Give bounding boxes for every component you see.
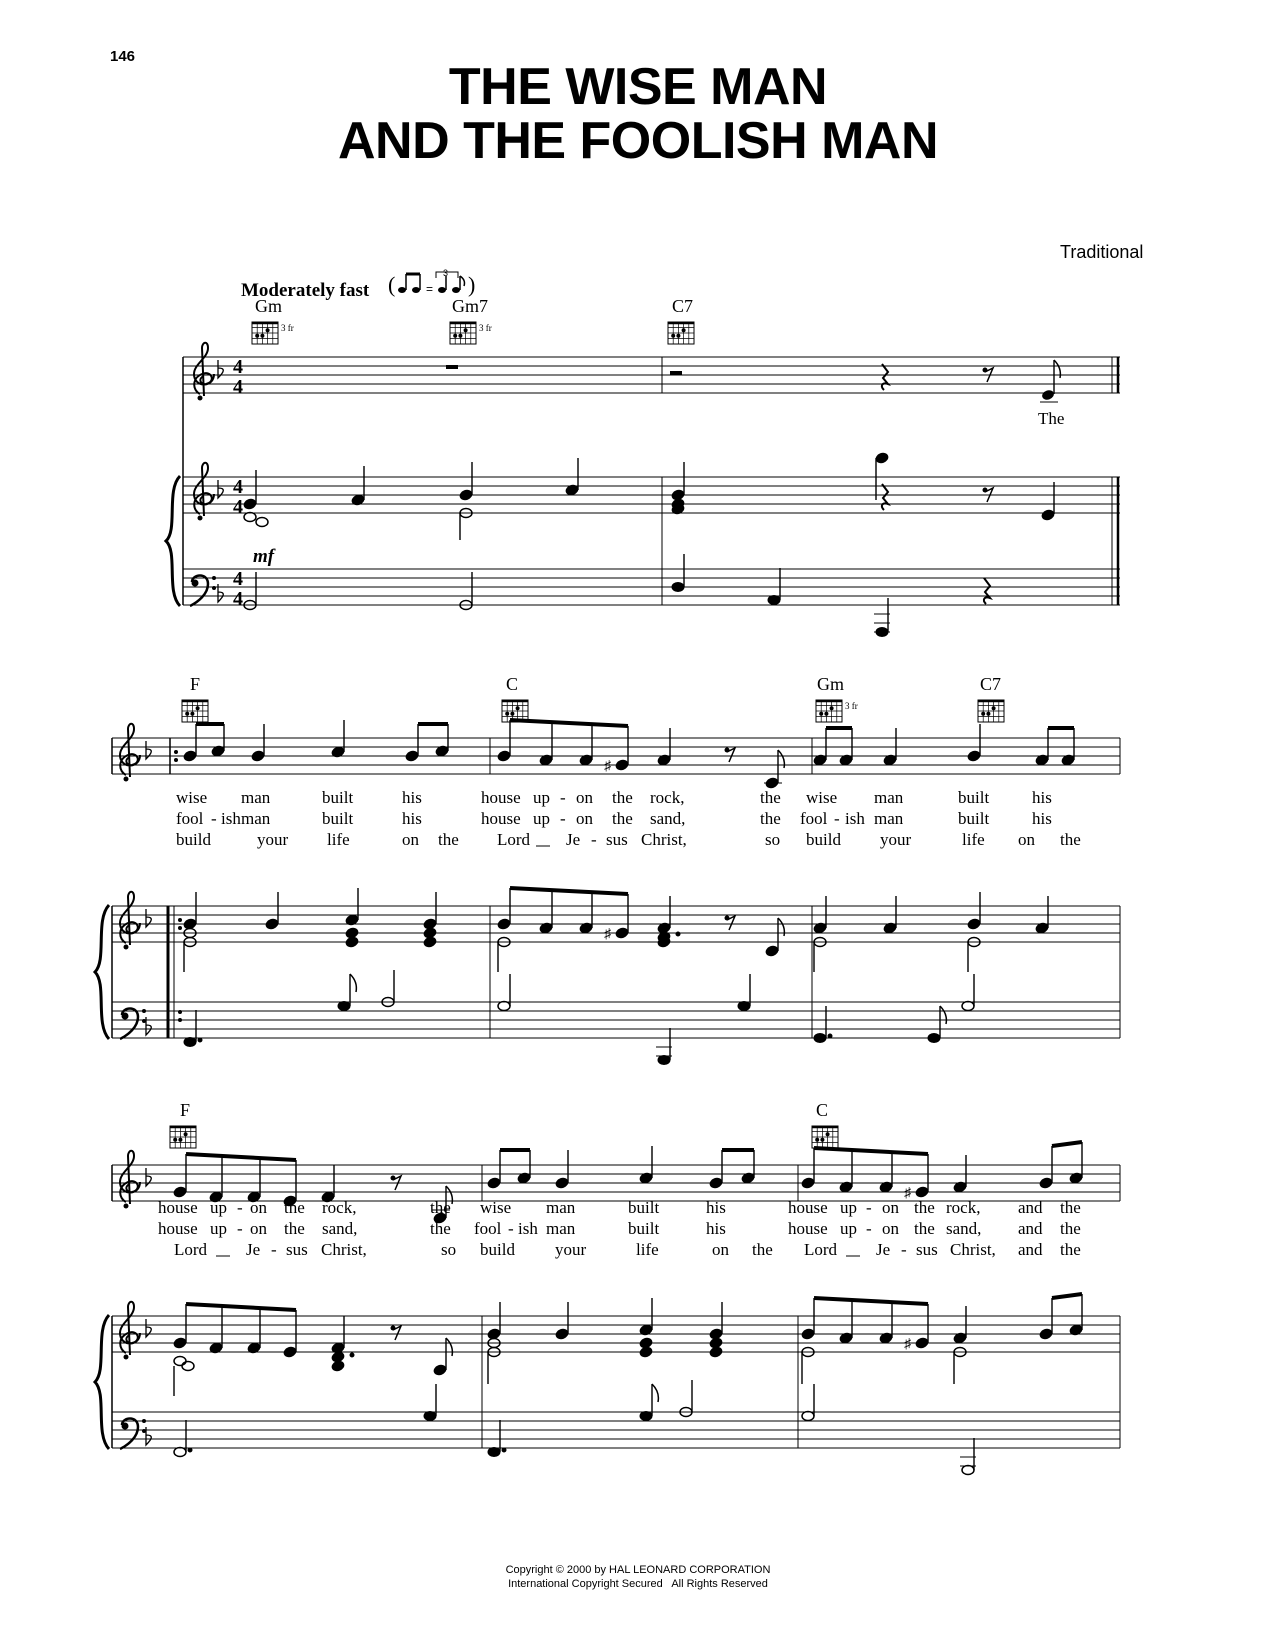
piano-brace (95, 905, 109, 1039)
chord-symbol: C (506, 674, 519, 694)
lyric-word: the (284, 1219, 305, 1238)
system-1 (166, 296, 1120, 637)
fret-label: 3 fr (281, 323, 294, 333)
lyric-word: your (257, 830, 289, 849)
svg-text:♯: ♯ (604, 927, 611, 942)
lyric-word: Lord (804, 1240, 838, 1259)
lyric-word: house (481, 809, 521, 828)
lyric-word: built (322, 809, 354, 828)
lyrics-verse-1 (176, 788, 1052, 807)
lyric-word: rock, (650, 788, 685, 807)
chord-diagram-f (182, 674, 208, 722)
svg-text:♯: ♯ (904, 1186, 911, 1201)
lyric-word: sus (286, 1240, 308, 1259)
lyric-word: The (1038, 409, 1065, 428)
lyric-word: his (1032, 809, 1052, 828)
piano-bass-staff (112, 1412, 1120, 1448)
system-3 (95, 1100, 1120, 1475)
lyric-word: your (555, 1240, 587, 1259)
lyric-word: the (430, 1198, 451, 1217)
lyric-word: rock, (946, 1198, 981, 1217)
chord-symbol: Gm7 (452, 296, 488, 316)
lyrics-verse-2 (158, 1219, 1081, 1238)
lyric-word: life (636, 1240, 659, 1259)
lyric-word: your (880, 830, 912, 849)
lyric-word: - (508, 1219, 514, 1238)
lyric-word: man (546, 1198, 576, 1217)
lyric-word: - (591, 830, 597, 849)
system-2 (95, 674, 1120, 1065)
song-title-line-2: AND THE FOOLISH MAN (337, 112, 939, 170)
chord-symbol: F (180, 1100, 191, 1120)
chord-symbol: C (816, 1100, 829, 1120)
lyric-word: and (1018, 1219, 1043, 1238)
lyric-word: on (882, 1198, 899, 1217)
copyright-notice (0, 1563, 1276, 1591)
lyric-word: the (1060, 1240, 1081, 1259)
lyric-word: fool (800, 809, 828, 828)
piano-treble-staff (183, 477, 1120, 605)
lyric-word: build (806, 830, 841, 849)
lyric-word: - (237, 1219, 243, 1238)
page-number: 146 (110, 48, 136, 65)
lyric-word: sus (916, 1240, 938, 1259)
song-title-line-1: THE WISE MAN (448, 58, 828, 116)
lyric-word: his (706, 1198, 726, 1217)
lyric-word: the (430, 1219, 451, 1238)
fret-label: 3 fr (479, 323, 492, 333)
lyric-word: so (765, 830, 781, 849)
lyric-word: built (958, 788, 990, 807)
piano-brace (95, 1315, 109, 1449)
lyric-word: and (1018, 1198, 1043, 1217)
piano-treble-staff (112, 1316, 1120, 1448)
lyric-word: built (958, 809, 990, 828)
lyric-word: Christ, (950, 1240, 996, 1259)
lyric-word: - (560, 809, 566, 828)
lyric-word: the (760, 788, 781, 807)
lyric-word: up (840, 1198, 857, 1217)
lyric-word: on (402, 830, 419, 849)
lyric-word: Christ, (641, 830, 687, 849)
lyric-word: on (576, 809, 593, 828)
lyric-word: up (533, 788, 550, 807)
lyric-word: Christ, (321, 1240, 367, 1259)
copyright-line: Copyright © 2000 by HAL LEONARD CORPORATION (505, 1564, 771, 1576)
lyric-word: house (481, 788, 521, 807)
lyric-word: sus (606, 830, 628, 849)
chord-diagram-c (812, 1100, 838, 1148)
lyric-word: fool (176, 809, 204, 828)
lyric-word: his (706, 1219, 726, 1238)
lyric-word: ish (221, 809, 241, 828)
chord-diagram-gm (816, 674, 858, 722)
svg-text:♯: ♯ (604, 759, 611, 774)
fret-label: 3 fr (845, 701, 858, 711)
chord-diagram-gm (252, 296, 294, 344)
lyric-word: on (882, 1219, 899, 1238)
lyric-word: the (1060, 1219, 1081, 1238)
lyrics-verse-3 (174, 1240, 1081, 1259)
composer-credit: Traditional (1060, 242, 1144, 262)
tempo-marking: Moderately fast (241, 280, 370, 301)
lyric-word: sand, (650, 809, 686, 828)
lyric-word: the (914, 1198, 935, 1217)
lyric-word: built (628, 1198, 660, 1217)
lyric-word: man (874, 788, 904, 807)
lyric-word: wise (806, 788, 838, 807)
lyric-word: build (480, 1240, 515, 1259)
lyric-word: on (250, 1219, 267, 1238)
piano-brace (166, 476, 180, 606)
lyric-word: - (901, 1240, 907, 1259)
lyric-word: fool (474, 1219, 502, 1238)
lyric-word: wise (480, 1198, 512, 1217)
lyric-word: house (158, 1219, 198, 1238)
piano-bass-staff (112, 1002, 1120, 1038)
lyric-word: on (1018, 830, 1035, 849)
lyric-word: the (612, 788, 633, 807)
lyrics-verse-2 (176, 809, 1052, 828)
lyric-word: Je (566, 830, 581, 849)
vocal-staff (112, 1165, 1120, 1201)
chord-diagram-c (502, 674, 528, 722)
lyric-word: - (834, 809, 840, 828)
triplet-number: 3 (443, 268, 449, 278)
lyric-word: the (1060, 830, 1081, 849)
lyric-word: sand, (946, 1219, 982, 1238)
chord-symbol: Gm (817, 674, 844, 694)
lyric-word: life (962, 830, 985, 849)
lyric-word: ish (518, 1219, 538, 1238)
lyric-word: life (327, 830, 350, 849)
lyric-word: house (788, 1198, 828, 1217)
svg-text:=: = (426, 282, 434, 296)
lyric-word: - (560, 788, 566, 807)
chord-symbol: C7 (980, 674, 1002, 694)
lyric-word: built (322, 788, 354, 807)
chord-diagram-gm7 (450, 296, 492, 344)
lyric-word: - (866, 1219, 872, 1238)
svg-text:♯: ♯ (904, 1337, 911, 1352)
lyric-word: man (546, 1219, 576, 1238)
chord-symbol: Gm (255, 296, 282, 316)
lyric-word: Je (246, 1240, 261, 1259)
lyric-word: the (914, 1219, 935, 1238)
lyric-word: on (576, 788, 593, 807)
svg-text:(: ( (388, 272, 396, 297)
lyric-word: and (1018, 1240, 1043, 1259)
lyric-word: Lord (497, 830, 531, 849)
lyric-word: - (211, 809, 217, 828)
lyric-word: his (402, 788, 422, 807)
lyric-word: man (874, 809, 904, 828)
chord-symbol: F (190, 674, 201, 694)
lyric-word: up (210, 1198, 227, 1217)
lyric-word: his (1032, 788, 1052, 807)
lyric-word: sand, (322, 1219, 358, 1238)
chord-diagram-f (170, 1100, 196, 1148)
sheet-music-score: 4 4 Gm 3 fr Gm7 3 fr C7 The mf F C Gm 3 fr C7 ♯ wise man built his house up - on the rock, the wise man built his fool - ish man built his house up - on the sand, the fool - ish man built his build your life on the Lord Je - sus Christ, so build your life on the ♯ F C ♯ house up - on the rock, the wise man built his house up - on the rock, and the house up - on the sand, the fool - ish man built his house up - on the sand, and the Lord Je - sus Christ, so build your life on the Lord Je - sus Christ, and the ♯ (0, 0, 1276, 1560)
lyric-word: built (628, 1219, 660, 1238)
lyric-word: the (438, 830, 459, 849)
lyric-word: the (284, 1198, 305, 1217)
lyric-word: house (158, 1198, 198, 1217)
vocal-notes (183, 720, 1075, 789)
vocal-staff (183, 357, 1120, 605)
lyric-word: his (402, 809, 422, 828)
lyric-word: so (441, 1240, 457, 1259)
lyric-word: the (752, 1240, 773, 1259)
lyric-word: on (250, 1198, 267, 1217)
lyric-word: Je (876, 1240, 891, 1259)
lyric-word: - (271, 1240, 277, 1259)
lyric-word: the (760, 809, 781, 828)
lyrics-verse-3 (176, 830, 1081, 849)
svg-text:): ) (468, 272, 476, 297)
lyric-word: rock, (322, 1198, 357, 1217)
lyric-word: up (210, 1219, 227, 1238)
copyright-line: International Copyright Secured All Rights Reserved (508, 1578, 768, 1590)
dynamic-marking: mf (253, 546, 275, 567)
lyric-word: house (788, 1219, 828, 1238)
piano-bass-staff (183, 569, 1120, 605)
lyric-word: ish (845, 809, 865, 828)
lyric-word: man (241, 788, 271, 807)
lyric-word: man (241, 809, 271, 828)
lyric-word: - (866, 1198, 872, 1217)
chord-diagram-c7 (668, 296, 694, 344)
lyric-word: build (176, 830, 211, 849)
lyric-word: wise (176, 788, 208, 807)
lyric-word: Lord (174, 1240, 208, 1259)
chord-diagram-c7 (978, 674, 1004, 722)
lyric-word: up (840, 1219, 857, 1238)
lyric-word: - (237, 1198, 243, 1217)
lyric-word: up (533, 809, 550, 828)
lyric-word: on (712, 1240, 729, 1259)
lyric-word: the (1060, 1198, 1081, 1217)
lyric-word: the (612, 809, 633, 828)
chord-symbol: C7 (672, 296, 694, 316)
